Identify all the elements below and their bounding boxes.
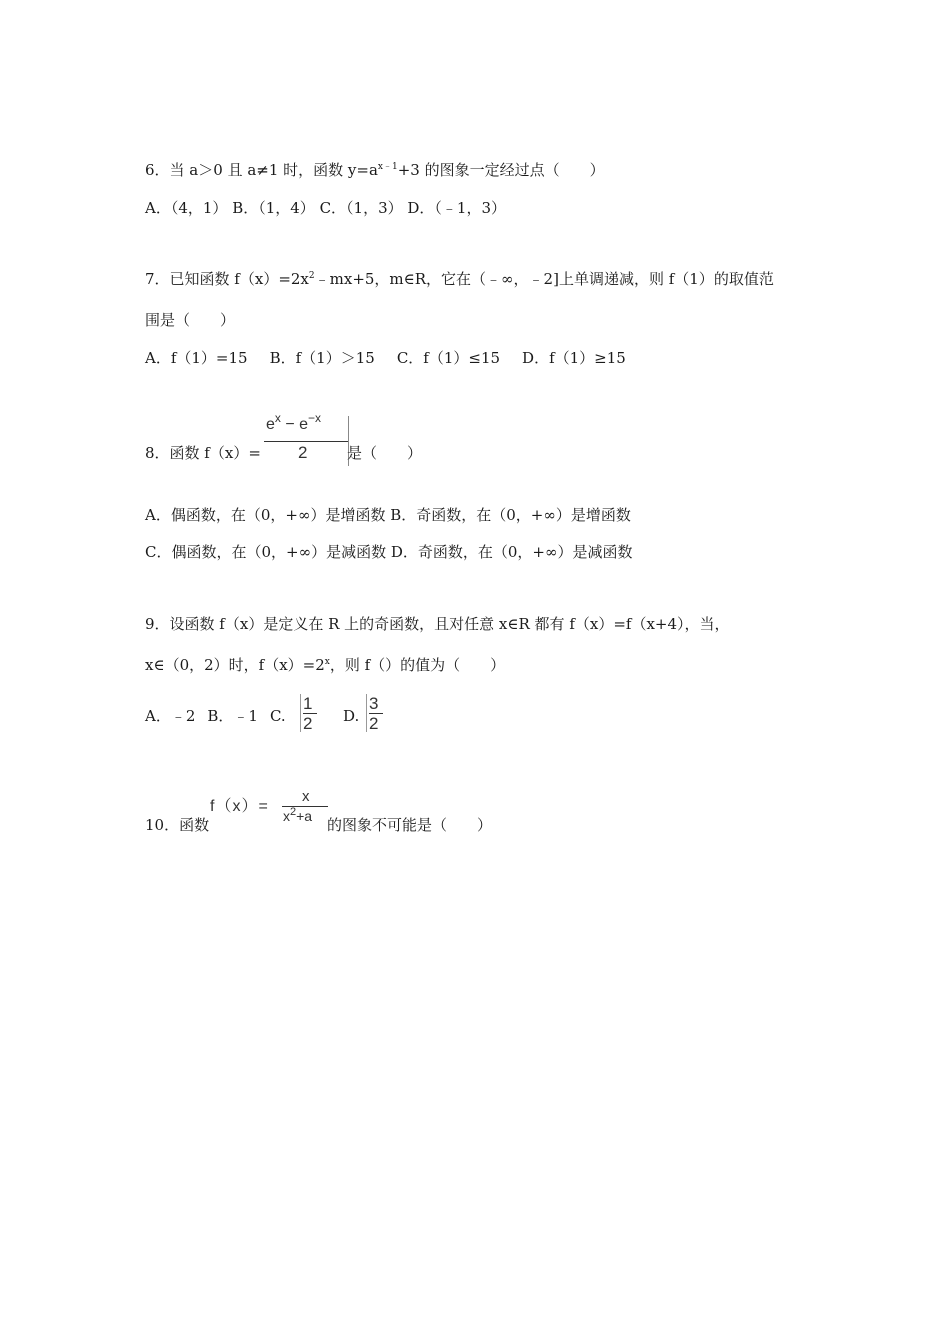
question-6-stem [145, 160, 605, 180]
q9-option-c: C. [269, 707, 286, 725]
q8-formula-image [262, 411, 349, 466]
q9-option-d-fraction: 3 2 [366, 694, 383, 732]
q9-text-pre: x∈（0，2）时，f（x）=2 [145, 656, 325, 674]
q6-text-pre: 6．当 a＞0 且 a≠1 时，函数 y=a [145, 161, 378, 179]
q9-option-d: D. [343, 707, 360, 725]
q7-exponent: 2 [308, 271, 315, 281]
question-6-options: A．（4，1） B．（1，4） C．（1，3） D．（﹣1，3） [145, 199, 507, 217]
q6-text-post: +3 的图象一定经过点（ ） [397, 161, 605, 179]
question-8-options-cd: C．偶函数，在（0，+∞）是减函数 D．奇函数，在（0，+∞）是减函数 [145, 543, 633, 561]
q10-formula-denominator: $x^2+a$ [283, 806, 313, 824]
q9-option-a: A．﹣2 [145, 707, 196, 725]
q6-exponent: x﹣1 [377, 162, 398, 172]
question-8-stem-post: 是（ ） [347, 444, 423, 462]
question-8-options-ab: A．偶函数，在（0，+∞）是增函数 B．奇函数，在（0，+∞）是增函数 [145, 506, 631, 524]
q9-exponent: x [324, 657, 330, 667]
q9-option-c-fraction: 1 2 [300, 694, 317, 732]
q10-formula-image [210, 788, 330, 838]
q8-fraction-bar [264, 441, 348, 442]
question-7-stem [145, 269, 774, 289]
q7-option-c: C．f（1）≤15 [396, 349, 501, 367]
q10-fraction-bar [282, 806, 328, 807]
question-9-options [145, 706, 286, 726]
q7-text-post: ﹣mx+5，m∈R，它在（﹣∞，﹣2]上单调递减，则 f（1）的取值范 [314, 270, 774, 288]
q9-option-b: B．﹣1 [207, 707, 258, 725]
q7-option-d: D．f（1）≥15 [522, 349, 626, 367]
question-7-options [145, 348, 626, 368]
question-10-stem-pre: 10．函数 [145, 816, 210, 834]
question-10-stem-post: 的图象不可能是（ ） [327, 816, 493, 834]
question-9-stem: 9．设函数 f（x）是定义在 R 上的奇函数，且对任意 x∈R 都有 f（x）=f（x+4），当， [145, 615, 730, 633]
q10-formula-numerator: x [302, 788, 310, 805]
q8-formula-denominator: 2 [298, 443, 308, 462]
question-9-stem-line2 [145, 655, 505, 675]
question-8-stem-pre: 8．函数 f（x）= [145, 444, 261, 462]
q9-text-post: ，则 f（）的值为（ ） [329, 656, 506, 674]
question-7-stem-line2: 围是（ ） [145, 311, 236, 329]
q10-formula-lhs: f（x）= [210, 798, 269, 815]
q7-text-pre: 7．已知函数 f（x）=2x [145, 270, 309, 288]
q7-option-b: B．f（1）＞15 [269, 349, 375, 367]
q8-formula-numerator: $e^x - e^{-x}$ [266, 411, 322, 433]
q7-option-a: A．f（1）=15 [145, 349, 248, 367]
